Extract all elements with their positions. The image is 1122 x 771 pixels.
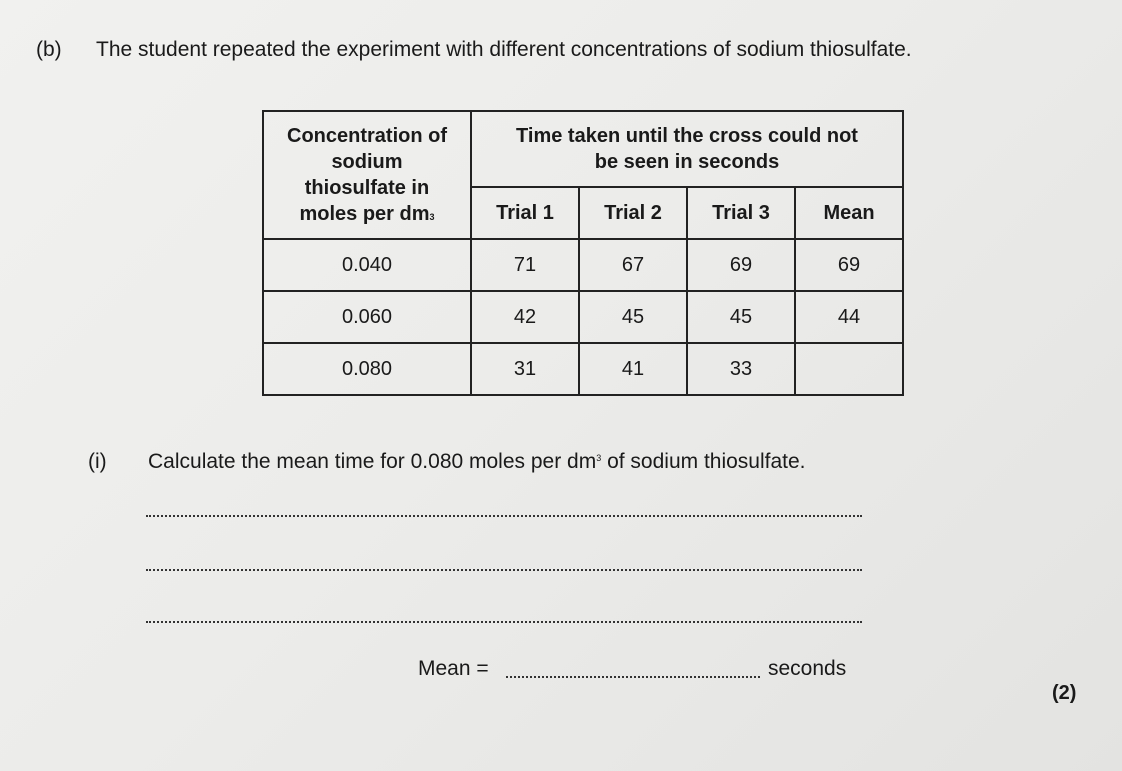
part-label: (b) [36, 38, 62, 61]
question-text [148, 450, 806, 474]
concentration-cell: 0.040 [263, 239, 471, 291]
trial2-cell: 67 [579, 239, 687, 291]
question-number: (i) [88, 450, 107, 473]
table-header-row [263, 111, 903, 187]
trial3-header: Trial 3 [687, 187, 795, 239]
working-line-3[interactable] [146, 621, 862, 623]
time-header-line1: Time taken until the cross could not [516, 125, 858, 147]
trial2-cell: 41 [579, 343, 687, 395]
trial1-cell: 42 [471, 291, 579, 343]
trial3-cell: 69 [687, 239, 795, 291]
concentration-cell: 0.060 [263, 291, 471, 343]
trial3-cell: 33 [687, 343, 795, 395]
mean-cell: 69 [795, 239, 903, 291]
mean-header: Mean [795, 187, 903, 239]
question-text-end: of sodium thiosulfate. [601, 450, 806, 473]
trial1-cell: 71 [471, 239, 579, 291]
working-line-2[interactable] [146, 569, 862, 571]
trial3-cell: 45 [687, 291, 795, 343]
trial1-header: Trial 1 [471, 187, 579, 239]
time-header [471, 111, 903, 187]
table-row [263, 343, 903, 395]
conc-header-sup: 3 [429, 212, 435, 222]
trial1-cell: 31 [471, 343, 579, 395]
time-header-line2: be seen in seconds [594, 151, 780, 173]
mean-cell: 44 [795, 291, 903, 343]
mean-label: Mean = [418, 657, 489, 680]
marks-label: (2) [1052, 682, 1077, 704]
question-text-main: Calculate the mean time for 0.080 moles per dm [148, 450, 597, 473]
mean-answer-line[interactable] [506, 676, 760, 678]
mean-unit: seconds [768, 657, 847, 680]
table-row [263, 239, 903, 291]
concentration-header [263, 111, 471, 239]
working-line-1[interactable] [146, 515, 862, 517]
table-row [263, 291, 903, 343]
results-table [262, 110, 904, 396]
trial2-header: Trial 2 [579, 187, 687, 239]
conc-header-line1: Concentration of [287, 125, 447, 147]
conc-header-line2: sodium [331, 151, 403, 173]
trial2-cell: 45 [579, 291, 687, 343]
conc-header-line4: moles per dm [299, 203, 430, 225]
mean-answer-cell[interactable] [795, 343, 903, 395]
intro-text: The student repeated the experiment with different concentrations of sodium thiosulfate. [96, 38, 912, 61]
question-sup: 3 [596, 453, 602, 463]
conc-header-line3: thiosulfate in [304, 177, 430, 199]
concentration-cell: 0.080 [263, 343, 471, 395]
